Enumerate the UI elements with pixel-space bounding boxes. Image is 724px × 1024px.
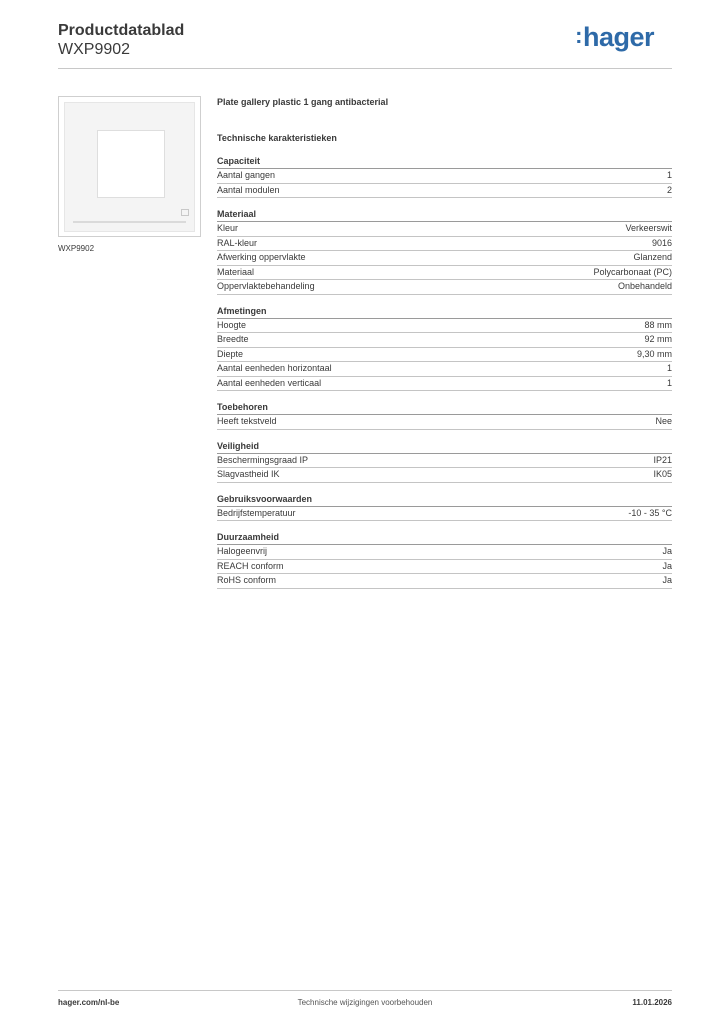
spec-row — [217, 362, 672, 377]
product-image — [58, 96, 201, 237]
spec-row — [217, 169, 672, 184]
spec-value: 1 — [666, 363, 672, 373]
spec-row — [217, 454, 672, 469]
spec-label: Aantal eenheden verticaal — [217, 377, 322, 388]
spec-value: 1 — [666, 377, 672, 388]
spec-section — [217, 439, 672, 483]
spec-value: 9,30 mm — [636, 348, 672, 359]
spec-subheading: Technische karakteristieken — [217, 133, 337, 143]
spec-row — [217, 266, 672, 281]
spec-value: Onbehandeld — [617, 281, 672, 291]
spec-row — [217, 377, 672, 392]
header-divider — [58, 68, 672, 69]
spec-section — [217, 400, 672, 430]
spec-label: Oppervlaktebehandeling — [217, 281, 315, 291]
spec-label: Materiaal — [217, 266, 255, 277]
section-title: Capaciteit — [217, 154, 672, 169]
spec-label: RAL-kleur — [217, 237, 258, 248]
spec-row — [217, 222, 672, 237]
spec-value: Ja — [662, 575, 672, 585]
section-title: Afmetingen — [217, 304, 672, 319]
spec-row — [217, 468, 672, 483]
spec-value: IK05 — [653, 469, 672, 479]
section-title: Duurzaamheid — [217, 530, 672, 545]
antibacterial-badge-icon — [181, 209, 189, 216]
spec-value: 9016 — [651, 237, 672, 248]
product-code: WXP9902 — [58, 41, 131, 58]
spec-value: Ja — [662, 546, 672, 556]
spec-label: Aantal gangen — [217, 170, 276, 180]
spec-row — [217, 545, 672, 560]
spec-value: Glanzend — [633, 252, 672, 262]
document-title: Productdatablad — [58, 22, 185, 39]
spec-label: Bedrijfstemperatuur — [217, 507, 296, 518]
hager-logo — [575, 22, 654, 53]
spec-label: Afwerking oppervlakte — [217, 252, 306, 262]
section-title: Materiaal — [217, 207, 672, 222]
section-title: Toebehoren — [217, 400, 672, 415]
section-title: Gebruiksvoorwaarden — [217, 492, 672, 507]
page-header — [58, 22, 672, 59]
spec-label: Aantal eenheden horizontaal — [217, 363, 332, 373]
section-title: Veiligheid — [217, 439, 672, 454]
spec-value: 2 — [666, 184, 672, 195]
spec-row — [217, 319, 672, 334]
spec-label: Beschermingsgraad IP — [217, 454, 309, 465]
spec-value: Ja — [662, 560, 672, 571]
spec-label: Kleur — [217, 223, 239, 233]
spec-section — [217, 530, 672, 589]
logo-text: hager — [582, 22, 654, 52]
spec-row — [217, 333, 672, 348]
plate-illustration — [64, 102, 195, 232]
spec-value: Polycarbonaat (PC) — [593, 266, 672, 277]
spec-row — [217, 237, 672, 252]
plate-opening — [97, 130, 165, 198]
spec-label: REACH conform — [217, 560, 284, 571]
spec-section — [217, 304, 672, 392]
spec-label: Diepte — [217, 348, 244, 359]
spec-row — [217, 507, 672, 522]
spec-label: RoHS conform — [217, 575, 277, 585]
spec-content — [217, 95, 672, 589]
spec-label: Halogeenvrij — [217, 546, 268, 556]
spec-row — [217, 348, 672, 363]
spec-value: 92 mm — [644, 334, 672, 344]
spec-section — [217, 492, 672, 522]
spec-label: Aantal modulen — [217, 184, 280, 195]
logo-colon-icon: : — [575, 23, 582, 48]
spec-value: -10 - 35 °C — [628, 507, 672, 518]
spec-value: Nee — [655, 416, 672, 426]
spec-value: 1 — [666, 170, 672, 180]
footer-divider — [58, 990, 672, 991]
footer-notice: Technische wijzigingen voorbehouden — [297, 998, 433, 1007]
spec-sections — [217, 154, 672, 589]
plate-bottom-edge — [73, 221, 186, 223]
spec-value: IP21 — [653, 454, 672, 465]
spec-label: Heeft tekstveld — [217, 416, 277, 426]
footer-website: hager.com/nl-be — [58, 998, 120, 1007]
spec-section — [217, 154, 672, 198]
image-caption: WXP9902 — [58, 244, 95, 253]
spec-label: Slagvastheid IK — [217, 469, 280, 479]
spec-value: Verkeerswit — [625, 223, 672, 233]
spec-value: 88 mm — [644, 319, 672, 330]
spec-row — [217, 560, 672, 575]
spec-row — [217, 415, 672, 430]
spec-row — [217, 574, 672, 589]
spec-label: Breedte — [217, 334, 249, 344]
spec-row — [217, 251, 672, 266]
spec-row — [217, 184, 672, 199]
spec-section — [217, 207, 672, 295]
spec-row — [217, 280, 672, 295]
footer-date: 11.01.2026 — [632, 998, 672, 1007]
product-name: Plate gallery plastic 1 gang antibacterial — [217, 97, 389, 107]
spec-label: Hoogte — [217, 319, 247, 330]
